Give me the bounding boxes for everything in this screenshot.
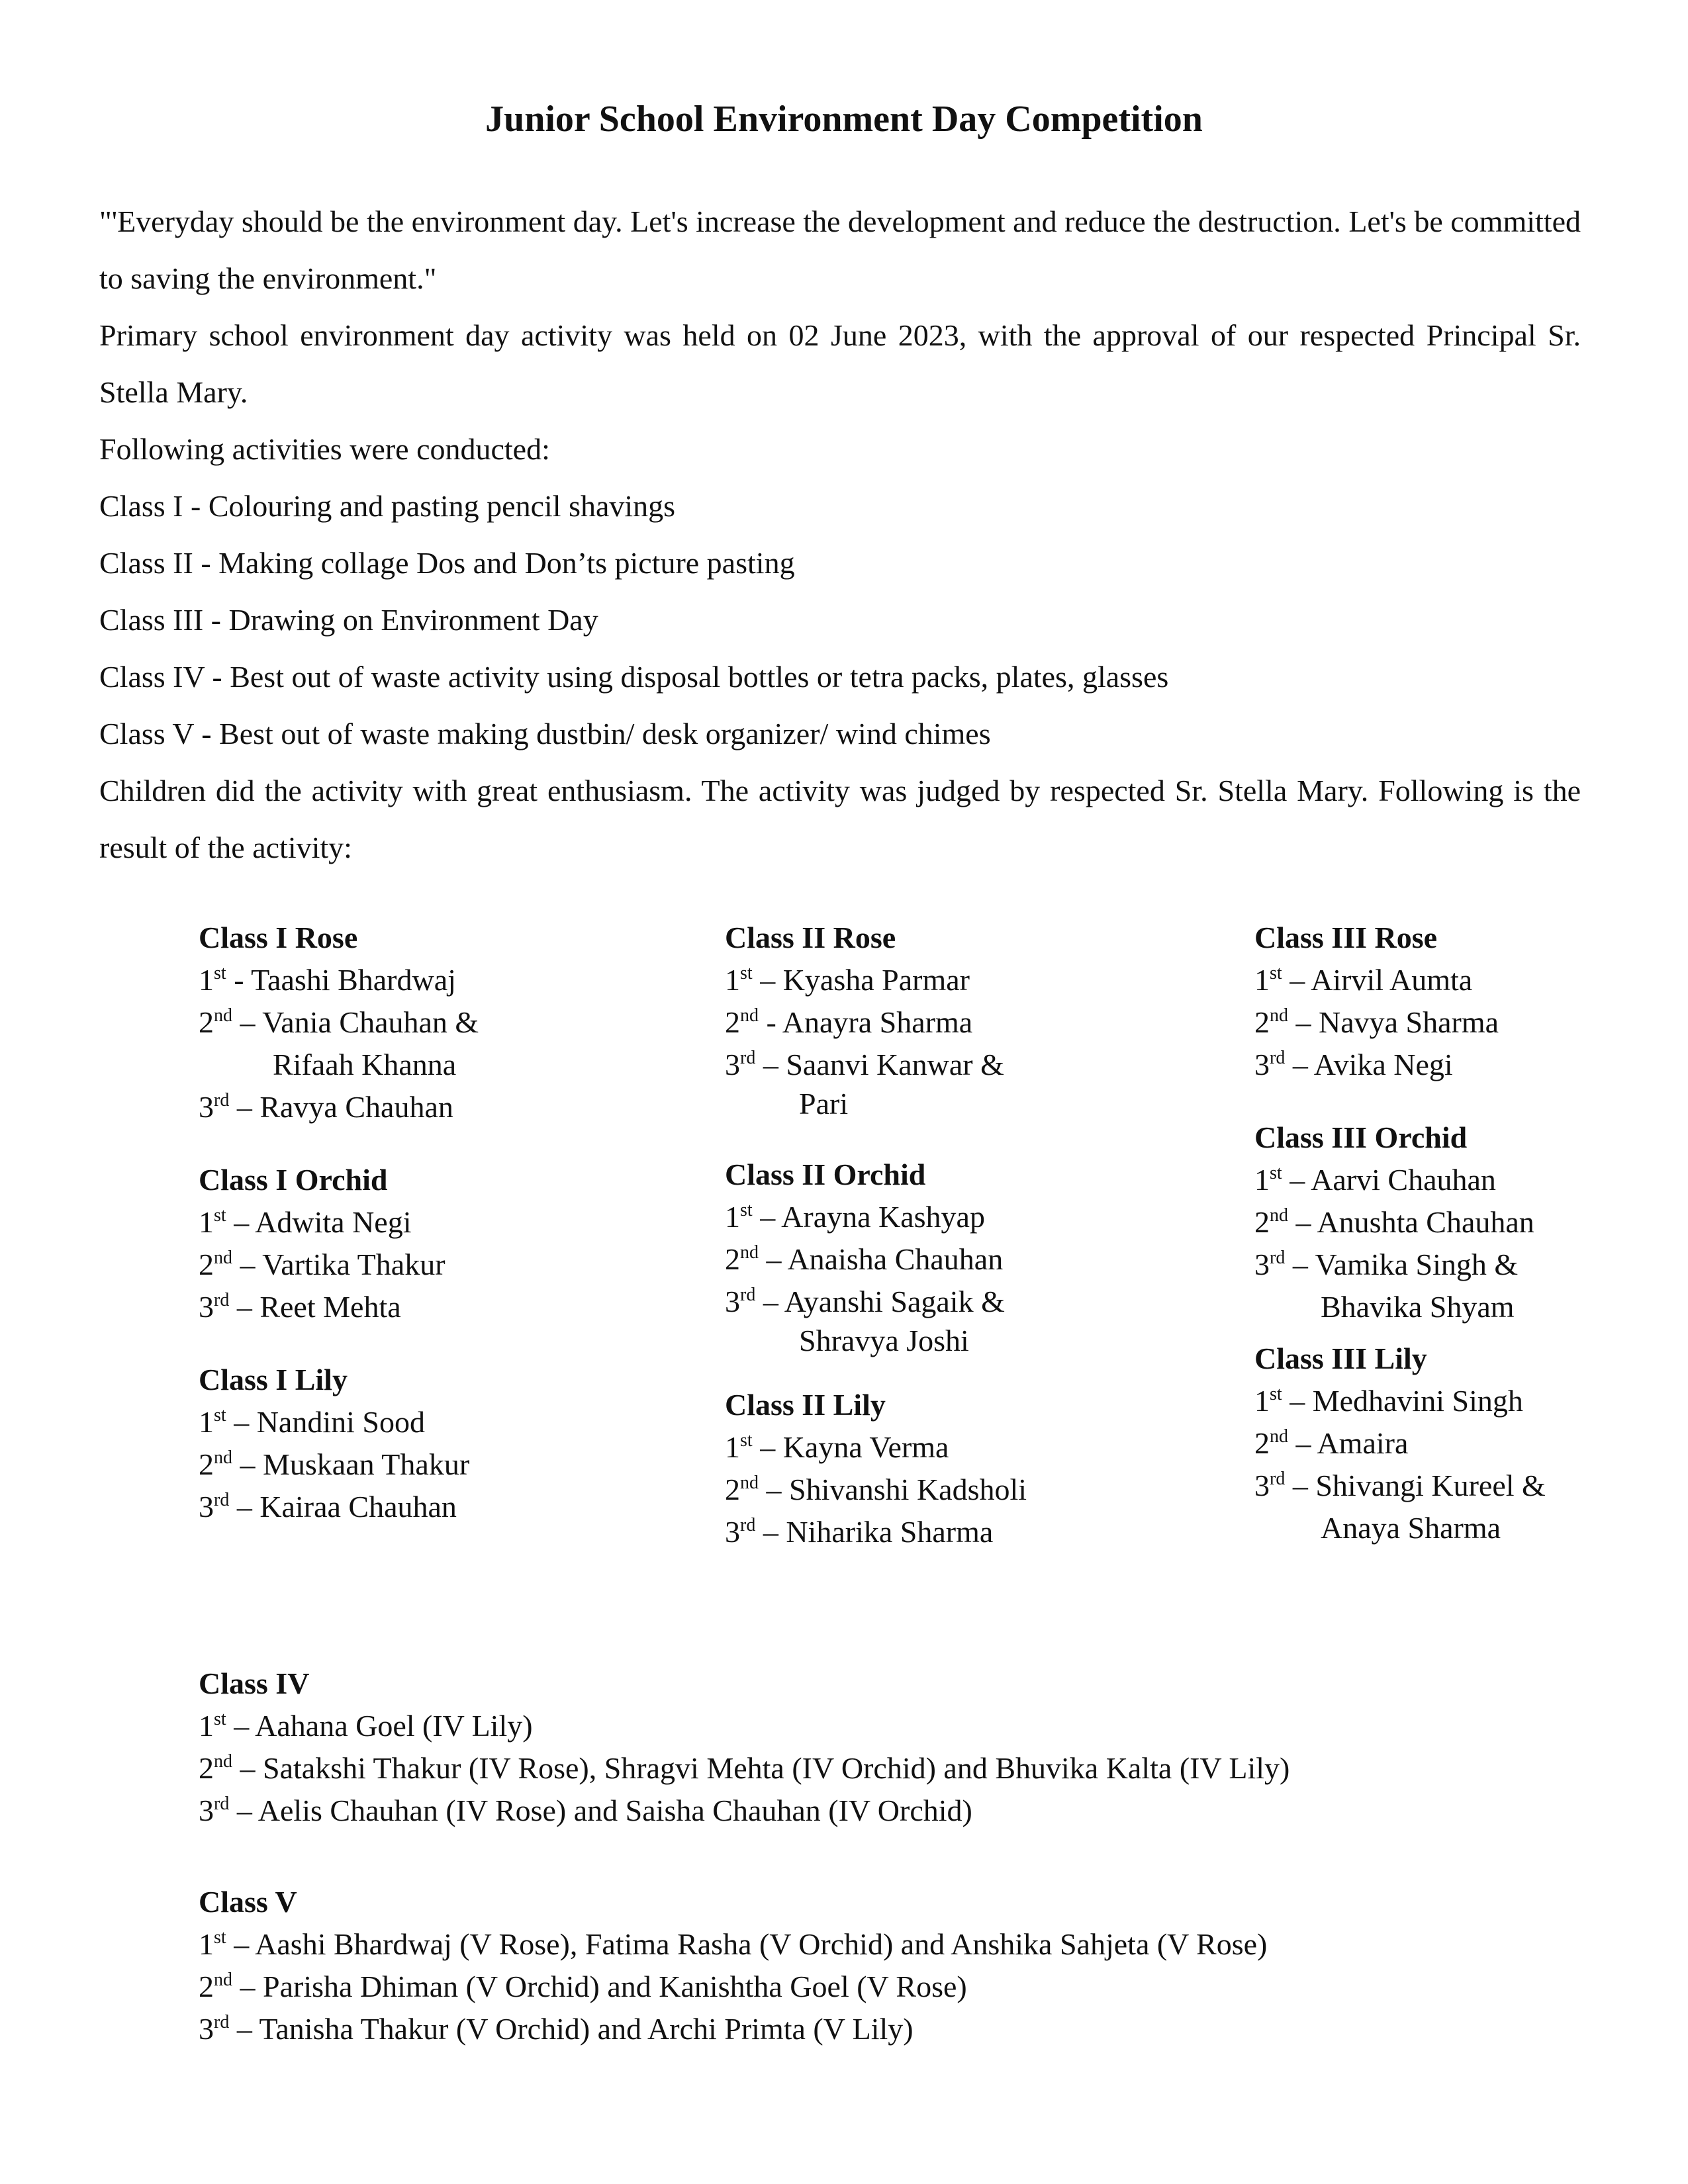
group-title: Class II Orchid bbox=[725, 1158, 926, 1191]
third-place-cont: Shravya Joshi bbox=[799, 1324, 969, 1357]
intro-judged: Children did the activity with great enthusiasm. The activity was judged by respected Sr. Stella Mary. Following is the result of the activity: bbox=[99, 774, 1581, 864]
second-place: 2nd – Parisha Dhiman (V Orchid) and Kanishtha Goel (V Rose) bbox=[199, 1970, 967, 2003]
intro-held: Primary school environment day activity was held on 02 June 2023, with the approval of our respected Principal Sr. Stella Mary. bbox=[99, 318, 1581, 409]
first-place: 1st - Taashi Bhardwaj bbox=[199, 963, 456, 997]
second-place: 2nd – Navya Sharma bbox=[1254, 1005, 1499, 1039]
third-place-cont: Bhavika Shyam bbox=[1321, 1290, 1515, 1324]
activity-item: Class III - Drawing on Environment Day bbox=[99, 603, 598, 637]
third-place: 3rd – Shivangi Kureel & bbox=[1254, 1469, 1546, 1502]
group-title: Class III Orchid bbox=[1254, 1120, 1468, 1154]
first-place: 1st – Adwita Negi bbox=[199, 1205, 412, 1239]
result-group bbox=[199, 1359, 479, 1528]
group-title: Class II Rose bbox=[725, 921, 896, 954]
second-place: 2nd – Amaira bbox=[1254, 1426, 1409, 1460]
result-group bbox=[1254, 1116, 1546, 1328]
class-iv-results bbox=[199, 1662, 1289, 1832]
result-group bbox=[199, 917, 479, 1128]
third-place: 3rd – Niharika Sharma bbox=[725, 1515, 994, 1549]
third-place: 3rd – Saanvi Kanwar & bbox=[725, 1048, 1004, 1081]
second-place: 2nd – Muskaan Thakur bbox=[199, 1447, 470, 1481]
third-place: 3rd – Aelis Chauhan (IV Rose) and Saisha Chauhan (IV Orchid) bbox=[199, 1794, 972, 1827]
first-place: 1st – Aarvi Chauhan bbox=[1254, 1163, 1496, 1197]
intro-section bbox=[99, 193, 1581, 876]
first-place: 1st – Airvil Aumta bbox=[1254, 963, 1473, 997]
third-place: 3rd – Vamika Singh & bbox=[1254, 1248, 1519, 1281]
second-place-cont: Rifaah Khanna bbox=[273, 1048, 457, 1081]
group-title: Class III Lily bbox=[1254, 1342, 1427, 1375]
second-place: 2nd – Anushta Chauhan bbox=[1254, 1205, 1534, 1239]
second-place: 2nd – Anaisha Chauhan bbox=[725, 1242, 1004, 1276]
second-place: 2nd - Anayra Sharma bbox=[725, 1005, 973, 1039]
third-place: 3rd – Avika Negi bbox=[1254, 1048, 1453, 1081]
group-title: Class I Orchid bbox=[199, 1163, 388, 1197]
group-title: Class III Rose bbox=[1254, 921, 1438, 954]
group-title: Class IV bbox=[199, 1666, 310, 1700]
activity-item: Class II - Making collage Dos and Don’ts picture pasting bbox=[99, 546, 795, 580]
activity-item: Class IV - Best out of waste activity using disposal bottles or tetra packs, plates, glasses bbox=[99, 660, 1169, 694]
group-title: Class V bbox=[199, 1885, 297, 1919]
first-place: 1st – Aashi Bhardwaj (V Rose), Fatima Rasha (V Orchid) and Anshika Sahjeta (V Rose) bbox=[199, 1927, 1268, 1961]
result-group bbox=[725, 1384, 1027, 1553]
second-place: 2nd – Satakshi Thakur (IV Rose), Shragvi Mehta (IV Orchid) and Bhuvika Kalta (IV Lily) bbox=[199, 1751, 1290, 1785]
activity-item: Class I - Colouring and pasting pencil shavings bbox=[99, 489, 676, 523]
third-place: 3rd – Ravya Chauhan bbox=[199, 1090, 453, 1124]
group-title: Class I Lily bbox=[199, 1363, 348, 1396]
third-place: 3rd – Reet Mehta bbox=[199, 1290, 401, 1324]
second-place: 2nd – Vartika Thakur bbox=[199, 1248, 445, 1281]
result-group bbox=[199, 1159, 479, 1328]
results-column-1 bbox=[199, 917, 479, 1528]
third-place-cont: Anaya Sharma bbox=[1321, 1511, 1501, 1545]
result-group bbox=[1254, 917, 1546, 1086]
first-place: 1st – Aahana Goel (IV Lily) bbox=[199, 1709, 533, 1743]
first-place: 1st – Arayna Kashyap bbox=[725, 1200, 985, 1234]
page-title: Junior School Environment Day Competition bbox=[485, 99, 1203, 140]
second-place: 2nd – Shivanshi Kadsholi bbox=[725, 1473, 1027, 1506]
first-place: 1st – Medhavini Singh bbox=[1254, 1384, 1523, 1418]
class-v-results bbox=[199, 1881, 1267, 2050]
third-place: 3rd – Ayanshi Sagaik & bbox=[725, 1285, 1005, 1318]
first-place: 1st – Kayna Verma bbox=[725, 1430, 949, 1464]
result-group bbox=[725, 917, 1027, 1122]
second-place: 2nd – Vania Chauhan & bbox=[199, 1005, 479, 1039]
intro-quote: "'Everyday should be the environment day. Let's increase the development and reduce the destruction. Let's be committed to saving the environment." bbox=[99, 205, 1581, 295]
group-title: Class I Rose bbox=[199, 921, 358, 954]
intro-following: Following activities were conducted: bbox=[99, 432, 550, 466]
third-place: 3rd – Tanisha Thakur (V Orchid) and Archi Primta (V Lily) bbox=[199, 2012, 914, 2046]
first-place: 1st – Nandini Sood bbox=[199, 1405, 425, 1439]
group-title: Class II Lily bbox=[725, 1388, 886, 1422]
result-group bbox=[1254, 1338, 1546, 1549]
activity-item: Class V - Best out of waste making dustbin/ desk organizer/ wind chimes bbox=[99, 717, 991, 751]
first-place: 1st – Kyasha Parmar bbox=[725, 963, 970, 997]
result-group bbox=[725, 1154, 1027, 1359]
results-column-2 bbox=[725, 917, 1027, 1553]
results-column-3 bbox=[1254, 917, 1546, 1549]
third-place-cont: Pari bbox=[799, 1087, 849, 1120]
third-place: 3rd – Kairaa Chauhan bbox=[199, 1490, 457, 1524]
